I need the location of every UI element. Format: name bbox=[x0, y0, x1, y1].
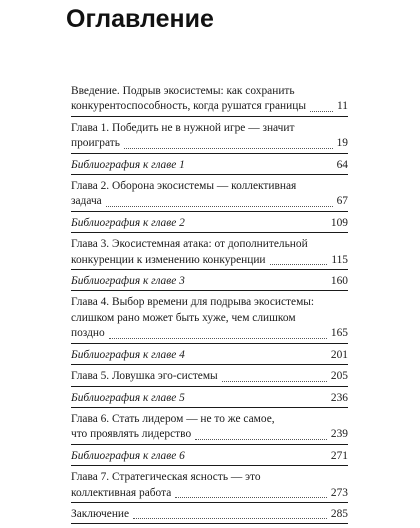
toc-entry-last-line bbox=[71, 194, 348, 209]
toc-entry-last-line bbox=[71, 158, 348, 173]
toc-page-number: 64 bbox=[336, 158, 348, 171]
toc-entry-line: Глава 4. Выбор времени для подрыва экосистемы: bbox=[71, 296, 315, 309]
dot-leader bbox=[133, 517, 327, 519]
toc-entry-last-line bbox=[71, 486, 348, 501]
toc-entry-last-line bbox=[71, 253, 348, 268]
toc-entry-last-line bbox=[71, 99, 348, 114]
toc-page-number: 285 bbox=[330, 507, 348, 520]
dot-leader bbox=[189, 459, 327, 461]
toc-page-number: 67 bbox=[336, 195, 348, 208]
toc-entry-last-line bbox=[71, 427, 348, 442]
toc-entry-last-line bbox=[71, 216, 348, 231]
toc-bibliography-entry bbox=[71, 216, 348, 233]
toc-entry-line: Библиография к главе 4 bbox=[71, 348, 185, 361]
toc-entry-line: Библиография к главе 2 bbox=[71, 216, 185, 229]
toc-entry-line: конкурентоспособность, когда рушатся границы bbox=[71, 100, 306, 113]
page-title: Оглавление bbox=[66, 5, 214, 33]
toc-entry bbox=[71, 507, 348, 524]
toc-entry-line: Глава 3. Экосистемная атака: от дополнительной bbox=[71, 238, 308, 251]
toc-entry-last-line bbox=[71, 326, 348, 341]
toc-bibliography-entry bbox=[71, 449, 348, 466]
toc-entry-line: слишком рано может быть хуже, чем слишком bbox=[71, 311, 296, 324]
dot-leader bbox=[189, 284, 327, 286]
toc-page-number: 109 bbox=[330, 216, 348, 229]
toc-bibliography-entry bbox=[71, 158, 348, 175]
dot-leader bbox=[189, 358, 327, 360]
dot-leader bbox=[109, 337, 327, 339]
toc-page-number: 11 bbox=[337, 100, 348, 113]
dot-leader bbox=[175, 496, 327, 498]
toc-entry-last-line bbox=[71, 507, 348, 522]
toc-entry bbox=[71, 84, 348, 117]
toc-entry-line: Глава 2. Оборона экосистемы — коллективная bbox=[71, 180, 297, 193]
toc-entry-line: конкуренции к изменению конкуренции bbox=[71, 253, 266, 266]
toc-entry-line: Глава 6. Стать лидером — не то же самое, bbox=[71, 412, 275, 425]
toc-entry-last-line bbox=[71, 274, 348, 289]
toc-entry-line: Библиография к главе 1 bbox=[71, 158, 185, 171]
toc-entry-line: коллективная работа bbox=[71, 486, 172, 499]
toc-entry-line: Библиография к главе 3 bbox=[71, 275, 185, 288]
toc-entry-line: Библиография к главе 5 bbox=[71, 391, 185, 404]
toc-page-number: 165 bbox=[330, 327, 348, 340]
toc-page-number: 115 bbox=[331, 253, 348, 266]
toc-entry-last-line bbox=[71, 348, 348, 363]
toc-entry-last-line bbox=[71, 136, 348, 151]
toc-bibliography-entry bbox=[71, 274, 348, 291]
toc-entry-last-line bbox=[71, 391, 348, 406]
dot-leader bbox=[310, 110, 333, 112]
toc-entry bbox=[71, 295, 348, 343]
toc-page-number: 273 bbox=[330, 486, 348, 499]
toc-entry-line: Глава 5. Ловушка эго-системы bbox=[71, 370, 218, 383]
toc-entry-line: проиграть bbox=[71, 137, 120, 150]
toc-entry-last-line bbox=[71, 369, 348, 384]
toc-page-number: 236 bbox=[330, 391, 348, 404]
dot-leader bbox=[195, 438, 327, 440]
toc-entry-line: что проявлять лидерство bbox=[71, 428, 192, 441]
dot-leader bbox=[270, 263, 328, 265]
toc-page-number: 271 bbox=[330, 449, 348, 462]
toc-page-number: 205 bbox=[330, 370, 348, 383]
table-of-contents bbox=[71, 84, 348, 528]
toc-entry bbox=[71, 470, 348, 503]
toc-entry-line: Глава 7. Стратегическая ясность — это bbox=[71, 471, 261, 484]
toc-entry-line: Глава 1. Победить не в нужной игре — значит bbox=[71, 121, 295, 134]
toc-bibliography-entry bbox=[71, 391, 348, 408]
dot-leader bbox=[222, 380, 327, 382]
toc-entry-line: поздно bbox=[71, 327, 105, 340]
toc-entry bbox=[71, 179, 348, 212]
toc-entry-line: Введение. Подрыв экосистемы: как сохранить bbox=[71, 85, 295, 97]
toc-entry-line: Библиография к главе 6 bbox=[71, 449, 185, 462]
dot-leader bbox=[106, 205, 333, 207]
toc-bibliography-entry bbox=[71, 348, 348, 365]
toc-page-number: 160 bbox=[330, 275, 348, 288]
toc-entry-last-line bbox=[71, 449, 348, 464]
dot-leader bbox=[189, 168, 333, 170]
toc-page-number: 201 bbox=[330, 348, 348, 361]
toc-entry-line: Заключение bbox=[71, 507, 130, 520]
toc-entry bbox=[71, 121, 348, 154]
toc-page-number: 19 bbox=[336, 137, 348, 150]
toc-page-number: 239 bbox=[330, 428, 348, 441]
dot-leader bbox=[189, 401, 327, 403]
dot-leader bbox=[189, 226, 327, 228]
dot-leader bbox=[124, 147, 333, 149]
toc-entry bbox=[71, 369, 348, 386]
toc-entry bbox=[71, 412, 348, 445]
toc-entry-line: задача bbox=[71, 195, 102, 208]
toc-entry bbox=[71, 237, 348, 270]
